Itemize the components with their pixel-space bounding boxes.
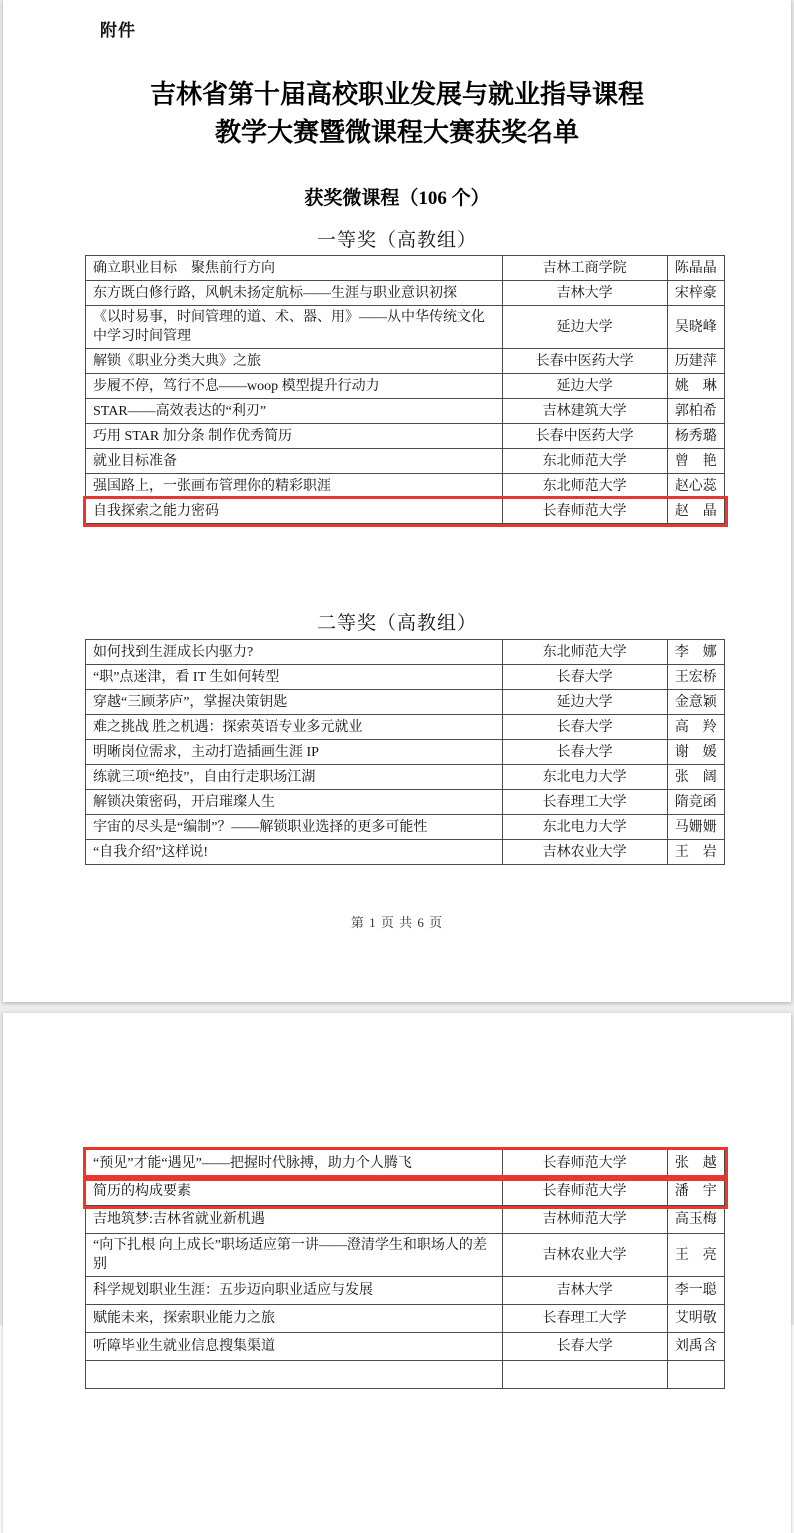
table-row <box>86 474 725 499</box>
table-row <box>86 349 725 374</box>
attachment-label: 附件 <box>100 21 136 40</box>
name-cell: 姚 琳 <box>667 374 724 399</box>
school-cell: 东北师范大学 <box>502 640 667 665</box>
school-cell: 延边大学 <box>502 690 667 715</box>
course-cell: 明晰岗位需求，主动打造插画生涯 IP <box>86 740 503 765</box>
name-cell: 高玉梅 <box>667 1206 724 1234</box>
course-cell <box>86 1361 503 1389</box>
table-row <box>86 640 725 665</box>
name-cell: 王 亮 <box>667 1234 724 1277</box>
course-cell: 穿越“三顾茅庐”，掌握决策钥匙 <box>86 690 503 715</box>
page-number-footer: 第 1 页 共 6 页 <box>350 915 444 930</box>
document-title <box>3 76 791 152</box>
school-cell: 延边大学 <box>502 374 667 399</box>
name-cell: 宋梓豪 <box>667 281 724 306</box>
school-cell: 长春大学 <box>502 715 667 740</box>
course-cell: “自我介绍”这样说! <box>86 840 503 865</box>
school-cell: 吉林建筑大学 <box>502 399 667 424</box>
table-row <box>86 281 725 306</box>
school-cell: 长春中医药大学 <box>502 424 667 449</box>
school-cell: 长春大学 <box>502 665 667 690</box>
name-cell: 潘 宇 <box>667 1178 724 1206</box>
school-cell: 吉林大学 <box>502 281 667 306</box>
school-cell: 长春大学 <box>502 1333 667 1361</box>
table-row <box>86 424 725 449</box>
table-row <box>86 1305 725 1333</box>
table-row <box>86 1361 725 1389</box>
course-cell: 确立职业目标 聚焦前行方向 <box>86 256 503 281</box>
name-cell: 曾 艳 <box>667 449 724 474</box>
name-cell: 张 阔 <box>667 765 724 790</box>
school-cell: 东北师范大学 <box>502 474 667 499</box>
course-cell: “向下扎根 向上成长”职场适应第一讲——澄清学生和职场人的差别 <box>86 1234 503 1277</box>
document-subtitle: 获奖微课程（106 个） <box>304 188 490 209</box>
course-cell: 难之挑战 胜之机遇：探索英语专业多元就业 <box>86 715 503 740</box>
school-cell: 延边大学 <box>502 306 667 349</box>
name-cell: 吴晓峰 <box>667 306 724 349</box>
school-cell: 长春师范大学 <box>502 499 667 524</box>
table-row <box>86 1277 725 1305</box>
name-cell: 刘禹含 <box>667 1333 724 1361</box>
name-cell: 赵心蕊 <box>667 474 724 499</box>
name-cell: 艾明敬 <box>667 1305 724 1333</box>
course-cell: 听障毕业生就业信息搜集渠道 <box>86 1333 503 1361</box>
table-row <box>86 449 725 474</box>
table-row <box>86 1206 725 1234</box>
name-cell: 张 越 <box>667 1150 724 1178</box>
table-row <box>86 374 725 399</box>
course-cell: 《以时易事，时间管理的道、术、器、用》——从中华传统文化中学习时间管理 <box>86 306 503 349</box>
name-cell: 谢 媛 <box>667 740 724 765</box>
table-row <box>86 1234 725 1277</box>
table-row <box>86 815 725 840</box>
course-cell: 吉地筑梦:吉林省就业新机遇 <box>86 1206 503 1234</box>
school-cell: 长春理工大学 <box>502 790 667 815</box>
table-row <box>86 1333 725 1361</box>
name-cell: 马姗姗 <box>667 815 724 840</box>
course-cell: 自我探索之能力密码 <box>86 499 503 524</box>
course-cell: 解锁决策密码，开启璀璨人生 <box>86 790 503 815</box>
second-prize-table <box>85 639 725 865</box>
school-cell: 吉林农业大学 <box>502 1234 667 1277</box>
first-prize-table <box>85 255 725 524</box>
table-row <box>86 840 725 865</box>
course-cell: 赋能未来，探索职业能力之旅 <box>86 1305 503 1333</box>
name-cell: 李一聪 <box>667 1277 724 1305</box>
name-cell: 金意颖 <box>667 690 724 715</box>
school-cell: 东北师范大学 <box>502 449 667 474</box>
name-cell: 赵 晶 <box>667 499 724 524</box>
table-row <box>86 399 725 424</box>
school-cell <box>502 1361 667 1389</box>
school-cell: 吉林大学 <box>502 1277 667 1305</box>
table-row <box>86 690 725 715</box>
name-cell: 杨秀璐 <box>667 424 724 449</box>
table-row <box>86 256 725 281</box>
school-cell: 长春师范大学 <box>502 1150 667 1178</box>
name-cell <box>667 1361 724 1389</box>
course-cell: 科学规划职业生涯：五步迈向职业适应与发展 <box>86 1277 503 1305</box>
table-row <box>86 1150 725 1178</box>
table-row <box>86 715 725 740</box>
name-cell: 王 岩 <box>667 840 724 865</box>
table-row <box>86 499 725 524</box>
course-cell: “预见”才能“遇见”——把握时代脉搏，助力个人腾飞 <box>86 1150 503 1178</box>
school-cell: 东北电力大学 <box>502 815 667 840</box>
table-row <box>86 1178 725 1206</box>
school-cell: 长春理工大学 <box>502 1305 667 1333</box>
name-cell: 隋竞函 <box>667 790 724 815</box>
school-cell: 吉林师范大学 <box>502 1206 667 1234</box>
course-cell: 东方既白修行路，风帆未扬定航标——生涯与职业意识初探 <box>86 281 503 306</box>
document-title-line2: 教学大赛暨微课程大赛获奖名单 <box>214 118 579 147</box>
course-cell: 如何找到生涯成长内驱力? <box>86 640 503 665</box>
name-cell: 高 羚 <box>667 715 724 740</box>
document-page-2 <box>3 1013 791 1533</box>
school-cell: 长春师范大学 <box>502 1178 667 1206</box>
name-cell: 李 娜 <box>667 640 724 665</box>
course-cell: 强国路上，一张画布管理你的精彩职涯 <box>86 474 503 499</box>
course-cell: “职”点迷津，看 IT 生如何转型 <box>86 665 503 690</box>
name-cell: 历建萍 <box>667 349 724 374</box>
school-cell: 吉林农业大学 <box>502 840 667 865</box>
course-cell: 步履不停，笃行不息——woop 模型提升行动力 <box>86 374 503 399</box>
school-cell: 吉林工商学院 <box>502 256 667 281</box>
school-cell: 东北电力大学 <box>502 765 667 790</box>
course-cell: 巧用 STAR 加分条 制作优秀简历 <box>86 424 503 449</box>
course-cell: 简历的构成要素 <box>86 1178 503 1206</box>
course-cell: 就业目标准备 <box>86 449 503 474</box>
table-row <box>86 765 725 790</box>
table-row <box>86 740 725 765</box>
section-heading-second-prize: 二等奖（高教组） <box>316 613 477 634</box>
name-cell: 郭柏希 <box>667 399 724 424</box>
course-cell: STAR——高效表达的“利刃” <box>86 399 503 424</box>
course-cell: 练就三项“绝技”，自由行走职场江湖 <box>86 765 503 790</box>
document-page-1 <box>3 0 791 1002</box>
name-cell: 陈晶晶 <box>667 256 724 281</box>
school-cell: 长春大学 <box>502 740 667 765</box>
course-cell: 解锁《职业分类大典》之旅 <box>86 349 503 374</box>
second-prize-table-continued <box>85 1149 725 1389</box>
table-row <box>86 665 725 690</box>
table-row <box>86 790 725 815</box>
section-heading-first-prize: 一等奖（高教组） <box>316 230 477 251</box>
table-row <box>86 306 725 349</box>
name-cell: 王宏桥 <box>667 665 724 690</box>
document-title-line1: 吉林省第十届高校职业发展与就业指导课程 <box>149 80 644 109</box>
school-cell: 长春中医药大学 <box>502 349 667 374</box>
course-cell: 宇宙的尽头是“编制”？——解锁职业选择的更多可能性 <box>86 815 503 840</box>
